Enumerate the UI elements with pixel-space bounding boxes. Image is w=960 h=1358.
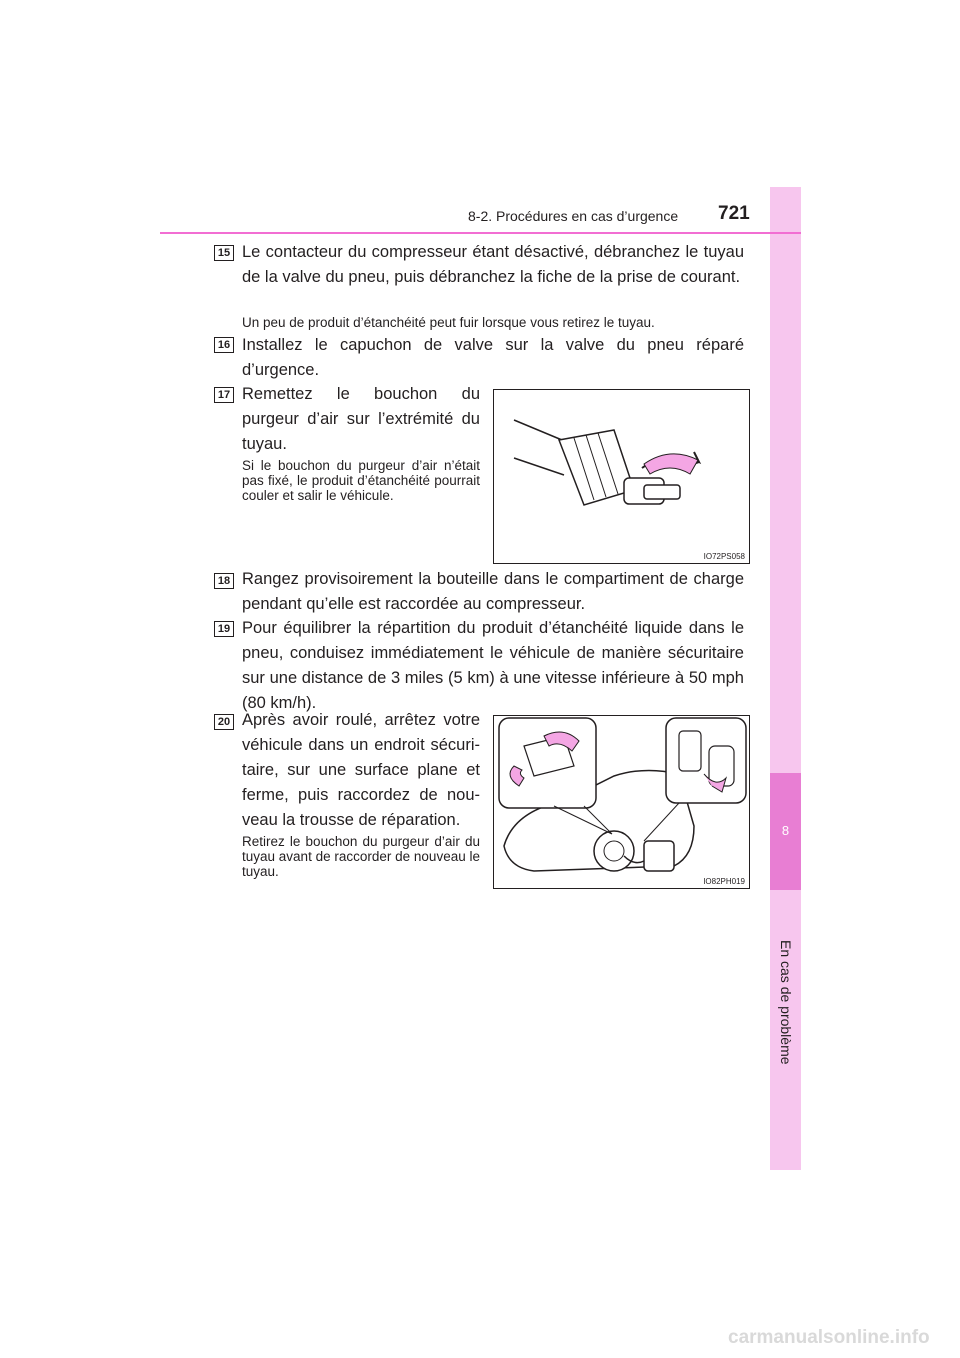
step-badge-20: 20 [214, 714, 234, 730]
step-badge-15: 15 [214, 245, 234, 261]
step-16-text: Installez le capuchon de valve sur la valve du pneu réparé d’urgence. [242, 336, 744, 379]
step-18-text: Rangez provisoirement la bouteille dans le compartiment de charge pendant qu’elle est raccordée au compresseur. [242, 570, 744, 613]
figure-air-bleeder-cap [493, 389, 750, 564]
step-badge-19: 19 [214, 621, 234, 637]
figure-reconnect-repair-kit [493, 715, 750, 889]
figure-code: IO72PS058 [703, 552, 745, 561]
step-17-text: Remettez le bouchon du purgeur d’air sur l’extrémité du tuyau. [242, 385, 480, 453]
figure-code: IO82PH019 [703, 877, 745, 886]
step-badge-16: 16 [214, 337, 234, 353]
header-rule [160, 232, 801, 234]
step-15-note: Un peu de produit d’étanchéité peut fuir lorsque vous retirez le tuyau. [242, 315, 655, 330]
step-20-note: Retirez le bouchon du purgeur d’air du tuyau avant de raccorder de nouveau le tuyau. [242, 834, 480, 879]
side-tab-chapter-label: En cas de problème [778, 940, 794, 1065]
hose-cap-illustration [494, 390, 749, 563]
step-badge-17: 17 [214, 387, 234, 403]
watermark: carmanualsonline.info [728, 1327, 930, 1348]
step-20-text: Après avoir roulé, arrêtez votre véhicule dans un endroit sécuri- taire, sur une surface plane et ferme, puis raccordez de nou- veau la trousse de réparation. [242, 711, 480, 829]
step-19-text: Pour équilibrer la répartition du produit d’étanchéité liquide dans le pneu, conduisez immédiatement le véhicule de manière sécuritaire sur une distance de 3 miles (5 km) à une vitesse inférieure à 50 mph (80 km/h). [242, 619, 744, 712]
step-15-text: Le contacteur du compresseur étant désactivé, débranchez le tuyau de la valve du pneu, puis débranchez la fiche de la prise de courant. [242, 243, 744, 286]
step-badge-18: 18 [214, 573, 234, 589]
side-tab-chapter-number: 8 [781, 823, 790, 838]
page-number: 721 [718, 203, 750, 224]
car-repair-kit-illustration [494, 716, 749, 888]
section-title: 8-2. Procédures en cas d’urgence [468, 208, 679, 224]
step-17-note: Si le bouchon du purgeur d’air n’était pas fixé, le produit d’étanchéité pourrait couler et salir le véhicule. [242, 458, 480, 503]
